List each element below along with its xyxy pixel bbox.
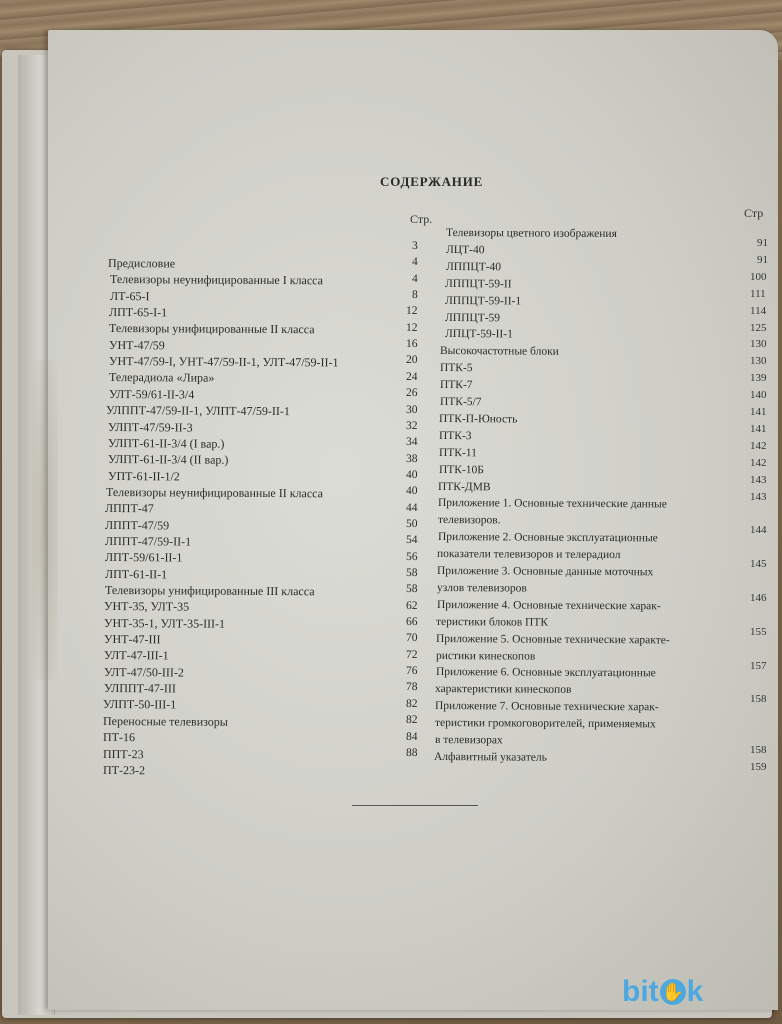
toc-page-number: 146 — [750, 591, 767, 604]
toc-entry: теристики блоков ПТК — [436, 615, 549, 629]
toc-entry: ЛППТ-47 — [105, 501, 155, 516]
toc-entry: показатели телевизоров и телерадиол — [437, 548, 621, 562]
toc-page-number: 140 — [750, 389, 767, 402]
watermark-text-b: k — [686, 975, 704, 1008]
toc-entry: ПТ-16 — [103, 730, 136, 745]
toc-entry: ЛПЦТ-59-II-1 — [444, 328, 513, 341]
toc-page-number: 12 — [405, 321, 418, 334]
toc-page-number: 30 — [405, 403, 418, 416]
toc-entry: ЛЦТ-40 — [445, 243, 485, 257]
toc-page-number: 111 — [750, 287, 766, 300]
toc-page-number: 159 — [750, 760, 767, 773]
toc-entry: ПТ-23-2 — [102, 762, 145, 778]
toc-entry: ЛППЦТ-59-II-1 — [444, 294, 522, 308]
toc-page-number: 125 — [750, 321, 767, 334]
toc-page-number: 142 — [750, 439, 767, 452]
toc-entry: теристики громкоговорителей, применяемых — [434, 717, 656, 731]
toc-page-number: 66 — [405, 616, 418, 629]
toc-entry: УЛТ-47/50-III-2 — [103, 664, 184, 680]
toc-page-number: 130 — [750, 338, 767, 351]
toc-page-number: 12 — [405, 305, 418, 318]
toc-entry: Телевизоры унифицированные III класса — [104, 583, 315, 599]
toc-entry: Телерадиола «Лира» — [108, 370, 215, 386]
toc-page-number: 16 — [405, 338, 418, 351]
toc-entry: ристики кинескопов — [435, 649, 536, 663]
toc-entry: ЛППЦТ-59-II — [445, 277, 512, 291]
toc-page-number: 91 — [757, 253, 768, 266]
toc-page-number: 20 — [405, 354, 418, 367]
toc-page-number: 82 — [405, 697, 418, 710]
toc-entry: УНТ-47/59 — [109, 337, 166, 353]
toc-page-number: 139 — [750, 372, 767, 385]
toc-entry: УЛТ-59/61-II-3/4 — [108, 386, 194, 402]
toc-entry: ЛТ-65-I — [109, 288, 150, 303]
toc-page-number: 26 — [405, 387, 418, 400]
hand-icon: ✋ — [660, 979, 686, 1005]
toc-entry: ПТК-11 — [438, 446, 477, 459]
toc-entry: ПТК-П-Юность — [439, 412, 518, 426]
toc-entry: УПТ-61-II-1/2 — [107, 468, 180, 483]
toc-entry: ЛППТ-47/59 — [105, 517, 170, 532]
toc-page-number: 143 — [750, 473, 767, 486]
toc-page-number: 130 — [750, 355, 767, 368]
toc-entry: ЛППЦТ-59 — [444, 311, 500, 324]
toc-page-number: 88 — [405, 746, 418, 759]
toc-page-number: 143 — [750, 490, 767, 503]
toc-entry: Приложение 5. Основные технические характе- — [435, 632, 670, 647]
toc-page-number: 157 — [750, 659, 767, 672]
toc-entry: ЛПТ-59/61-II-1 — [104, 550, 183, 565]
toc-page-number: 84 — [405, 730, 418, 743]
toc-page-number: 38 — [405, 452, 418, 465]
toc-page-number: 24 — [405, 370, 418, 383]
toc-page-number: 144 — [750, 524, 767, 537]
toc-entry: Телевизоры унифицированные II класса — [109, 321, 315, 337]
toc-page-number: 142 — [750, 456, 767, 469]
toc-page-number: 34 — [405, 436, 418, 449]
toc-page-number: 62 — [405, 599, 418, 612]
toc-entry: Телевизоры неунифицированные II класса — [105, 484, 323, 501]
page-stain — [32, 360, 58, 680]
toc-page-number: 76 — [405, 665, 418, 678]
toc-page-number: 4 — [411, 272, 418, 285]
toc-page-number: 141 — [750, 422, 767, 435]
toc-page-number: 155 — [750, 625, 767, 638]
toc-page-number: 50 — [405, 517, 418, 530]
toc-page-number: 44 — [405, 501, 418, 514]
toc-page-number: 70 — [405, 632, 418, 645]
toc-entry: Высокочастотные блоки — [440, 345, 560, 359]
toc-page-number: 3 — [411, 239, 418, 253]
toc-page-number: 58 — [405, 583, 418, 596]
toc-entry: Переносные телевизоры — [103, 713, 229, 729]
end-rule — [352, 805, 478, 806]
toc-entry: характеристики кинескопов — [435, 683, 572, 697]
toc-entry: телевизоров. — [437, 514, 501, 527]
toc-page-number: 158 — [750, 693, 767, 706]
toc-entry: УЛПТ-61-II-3/4 (I вар.) — [108, 435, 225, 451]
toc-entry: ППТ-23 — [102, 746, 144, 761]
page-column-header-right: Стр — [744, 206, 764, 220]
toc-entry: ПТК-5/7 — [439, 396, 482, 409]
toc-entry: УНТ-35-1, УЛТ-35-III-1 — [104, 615, 226, 631]
toc-entry: Приложение 2. Основные эксплуатационные — [437, 531, 658, 545]
toc-entry: ПТК-3 — [438, 429, 472, 442]
toc-page-number: 158 — [750, 744, 767, 756]
toc-entry: УЛТ-47-III-1 — [103, 648, 169, 663]
toc-entry: ЛППТ-47/59-II-1 — [105, 533, 192, 549]
toc-page-number: 100 — [750, 270, 767, 283]
toc-entry: ЛППЦТ-40 — [445, 260, 501, 274]
toc-page-number: 40 — [405, 485, 418, 498]
toc-entry: ПТК-5 — [439, 362, 473, 375]
page-title: СОДЕРЖАНИЕ — [380, 174, 484, 189]
toc-page-number: 141 — [750, 406, 767, 418]
toc-entry: Приложение 7. Основные технические харак- — [434, 700, 659, 714]
toc-entry: Предисловие — [107, 256, 176, 271]
toc-entry: УНТ-35, УЛТ-35 — [104, 599, 190, 614]
toc-page-number: 8 — [411, 289, 418, 302]
toc-entry: ЛПТ-61-II-1 — [104, 566, 167, 582]
toc-entry: УЛПТ-61-II-3/4 (II вар.) — [107, 452, 229, 467]
toc-entry: Алфавитный указатель — [434, 750, 548, 764]
toc-entry: УЛПТ-47/59-II-3 — [108, 419, 193, 435]
toc-entry: Приложение 6. Основные эксплуатационные — [435, 666, 656, 680]
toc-page-number: 72 — [405, 648, 418, 661]
toc-page-number: 78 — [405, 681, 418, 694]
watermark-logo — [622, 974, 703, 1010]
toc-page-number: 4 — [411, 256, 418, 269]
toc-page-number: 58 — [405, 566, 418, 580]
toc-entry: ПТК-ДМВ — [438, 480, 491, 493]
toc-entry: УНТ-47/59-I, УНТ-47/59-II-1, УЛТ-47/59-II-1 — [108, 354, 339, 370]
toc-entry: Приложение 3. Основные данные моточных — [436, 565, 654, 579]
toc-entry: ПТК-10Б — [438, 463, 484, 476]
toc-page-number: 82 — [405, 714, 418, 727]
toc-page-number: 54 — [405, 534, 418, 547]
toc-entry: ПТК-7 — [439, 379, 473, 392]
toc-entry: УЛПТ-50-III-1 — [103, 697, 177, 712]
toc-entry: ЛПТ-65-I-1 — [109, 305, 168, 320]
toc-entry: узлов телевизоров — [436, 581, 527, 595]
toc-entry: Телевизоры цветного изображения — [445, 227, 617, 241]
toc-page-number: 40 — [405, 468, 418, 481]
watermark-text-a: bit — [622, 975, 659, 1008]
toc-entry: УНТ-47-III — [104, 632, 161, 647]
toc-page-number: 91 — [757, 237, 768, 249]
toc-page-number: 56 — [405, 550, 418, 563]
toc-entry: УЛППТ-47-III — [103, 681, 176, 696]
toc-page-number: 32 — [405, 419, 418, 432]
toc-entry: в телевизорах — [434, 734, 503, 747]
toc-entry: УЛППТ-47/59-II-1, УЛПТ-47/59-II-1 — [106, 403, 291, 419]
toc-entry: Телевизоры неунифицированные I класса — [109, 272, 323, 288]
toc-entry: Приложение 4. Основные технические харак- — [436, 598, 661, 613]
toc-page-number: 114 — [750, 304, 767, 317]
toc-entry: Приложение 1. Основные технические данные — [437, 497, 667, 511]
toc-page-number: 145 — [750, 558, 767, 571]
page-column-header-left: Стр. — [410, 212, 433, 226]
